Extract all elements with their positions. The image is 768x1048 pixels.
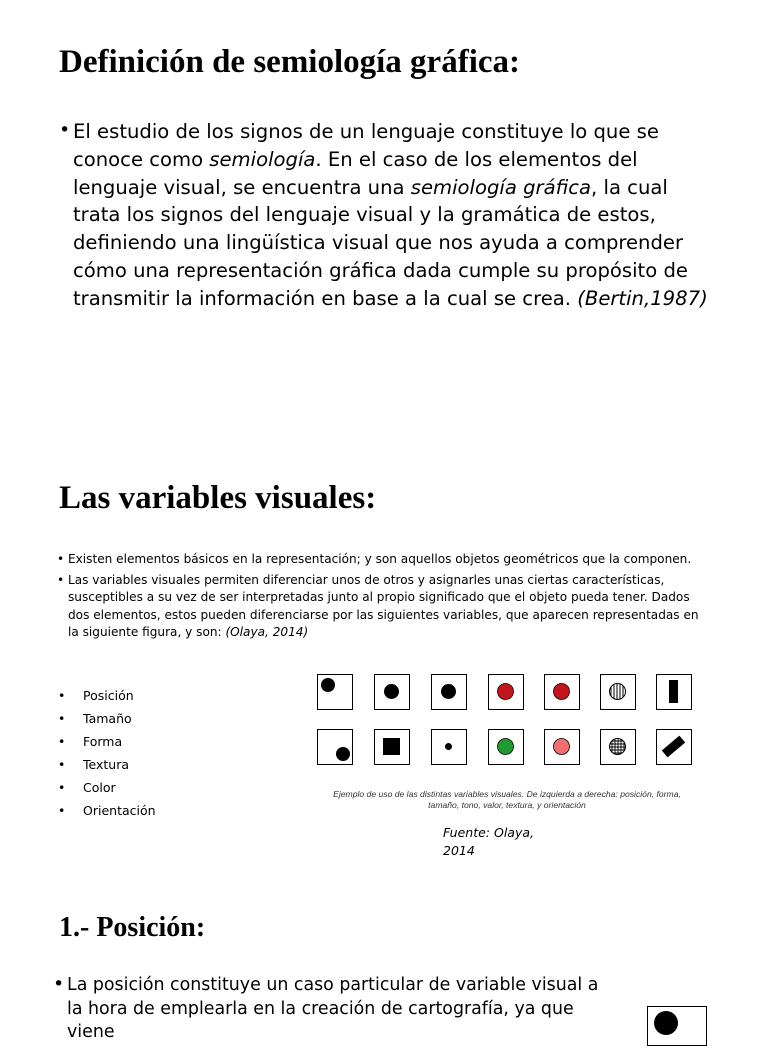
circle-icon	[375, 675, 408, 708]
red-circle-icon	[489, 675, 522, 708]
striped-circle-icon	[601, 675, 634, 708]
variable-posicion: • Posición	[58, 684, 156, 707]
figure-cell	[544, 674, 580, 710]
citation-olaya: (Olaya, 2014)	[225, 625, 309, 639]
figure-cell	[488, 674, 524, 710]
figure-caption: Ejemplo de uso de las distintas variables visuales. De izquierda a derecha: posición, forma, tamaño, tono, valor, textura, y orientación	[333, 789, 681, 810]
variable-tamano: • Tamaño	[58, 707, 156, 730]
source-line: Fuente: Olaya,	[443, 825, 534, 840]
grid-textured-circle-icon	[601, 730, 634, 763]
term-semiologia: semiología	[209, 147, 316, 171]
figure-cell	[488, 729, 524, 765]
posicion-figure-partial	[647, 1006, 707, 1046]
circle-position-bottom-right-icon	[318, 730, 351, 763]
variable-forma: • Forma	[58, 730, 156, 753]
visual-variables-list	[58, 684, 156, 822]
term-semiologia-grafica: semiología gráfica	[410, 175, 592, 199]
section-title-semiologia: Definición de semiología gráfica:	[59, 44, 521, 80]
rotated-rectangle-icon	[657, 730, 690, 763]
section-title-posicion: 1.- Posición:	[59, 912, 206, 943]
square-icon	[375, 730, 408, 763]
variables-bullet-2	[57, 572, 707, 642]
small-circle-icon	[432, 730, 465, 763]
figure-cell	[656, 674, 692, 710]
variable-color: • Color	[58, 776, 156, 799]
figure-cell	[317, 729, 353, 765]
paragraph-text: El estudio de los signos de un lenguaje constituye lo que se conoce como	[73, 120, 659, 171]
circle-icon	[432, 675, 465, 708]
semiologia-bullet-list	[59, 118, 719, 313]
red-circle-icon	[545, 675, 578, 708]
source-year: 2014	[443, 843, 475, 858]
figure-cell	[431, 674, 467, 710]
figure-cell	[656, 729, 692, 765]
paragraph-text: , la cual trata los signos del lenguaje visual y la gramática de estos, definiendo una lingüística visual que nos ayuda a comprender cómo una representación gráfica dada cumple su propósito de transmitir la información en base a la cual se crea.	[73, 175, 688, 310]
circle-position-top-left-icon	[318, 675, 351, 708]
figure-cell	[317, 674, 353, 710]
figure-cell	[544, 729, 580, 765]
semiologia-paragraph	[59, 118, 719, 313]
paragraph-text: . En el caso de los elementos del lenguaje visual, se encuentra una	[73, 147, 638, 199]
figure-cell	[600, 674, 636, 710]
figure-source	[443, 824, 534, 860]
figure-cell	[431, 729, 467, 765]
figure-cell	[600, 729, 636, 765]
variables-bullet-list	[57, 551, 707, 645]
variable-orientacion: • Orientación	[58, 799, 156, 822]
variables-bullet-1: • Existen elementos básicos en la representación; y son aquellos objetos geométricos que la componen.	[57, 551, 707, 569]
posicion-bullet-list	[53, 974, 613, 1045]
circle-icon	[648, 1007, 705, 1044]
posicion-paragraph: • La posición constituye un caso particular de variable visual a la hora de emplearla en la creación de cartografía, ya que viene	[53, 974, 613, 1045]
figure-cell	[374, 674, 410, 710]
vertical-rectangle-icon	[657, 675, 690, 708]
bullet-text: Las variables visuales permiten diferenciar unos de otros y asignarles unas ciertas características, susceptibles a su vez de ser interpretadas junto al propio significado que el objeto pueda tener. Dados dos elementos, estos pueden diferenciarse por las siguientes variables, que aparecen representadas en la siguiente figura, y son:	[68, 572, 699, 639]
green-circle-icon	[489, 730, 522, 763]
figure-cell	[374, 729, 410, 765]
variable-textura: • Textura	[58, 753, 156, 776]
section-title-variables: Las variables visuales:	[59, 480, 377, 516]
citation-bertin: (Bertin,1987)	[577, 286, 708, 310]
light-red-circle-icon	[545, 730, 578, 763]
